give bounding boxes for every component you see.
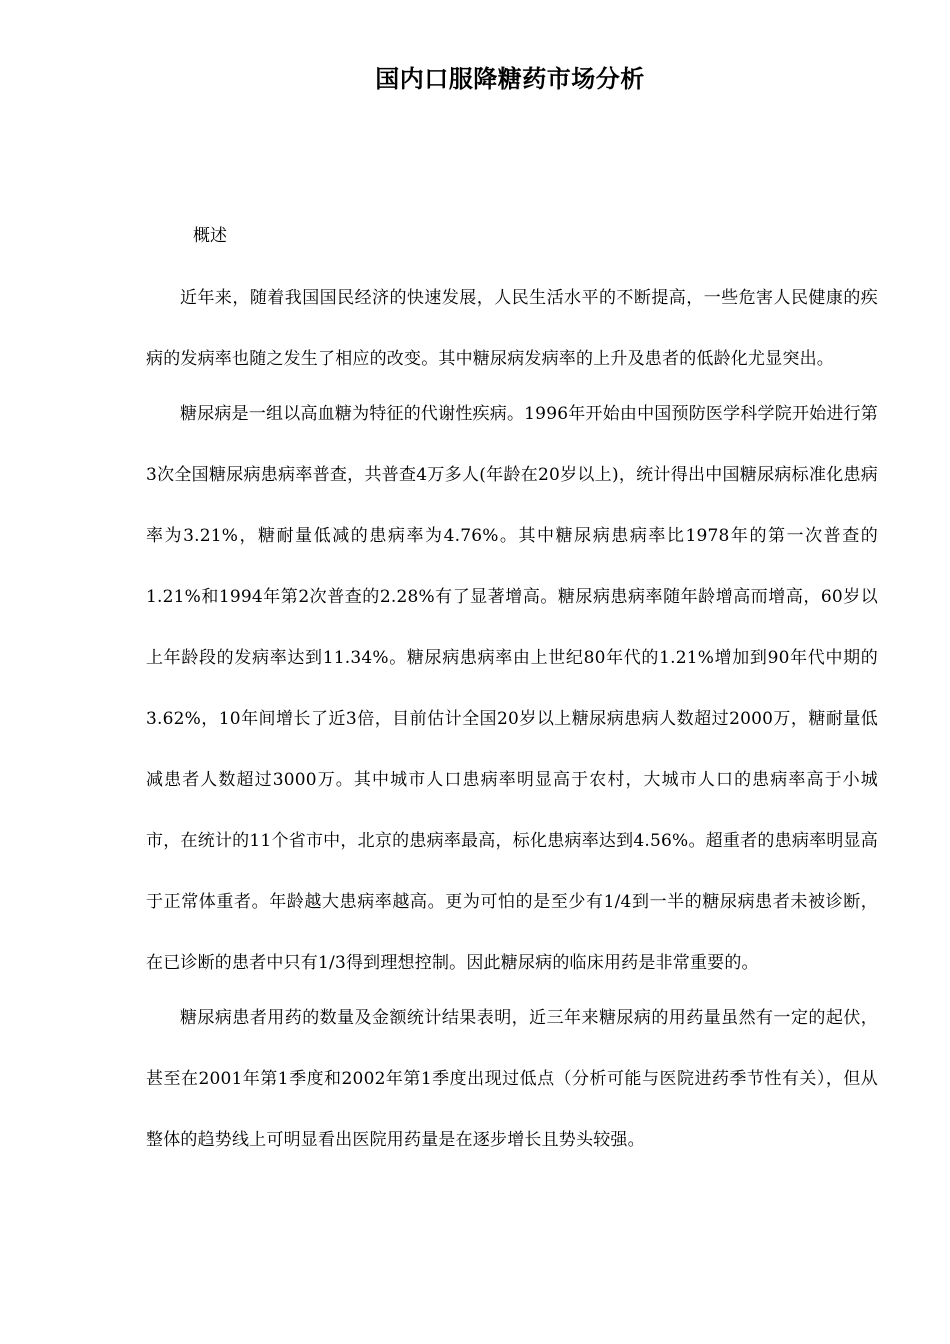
body-text [146,268,878,1171]
paragraph-1: 近年来，随着我国国民经济的快速发展，人民生活水平的不断提高，一些危害人民健康的疾病的发病率也随之发生了相应的改变。其中糖尿病发病率的上升及患者的低龄化尤显突出。 [146,288,878,369]
section-heading: 概述 [193,226,227,246]
paragraph-3: 糖尿病患者用药的数量及金额统计结果表明，近三年来糖尿病的用药量虽然有一定的起伏，甚至在2001年第1季度和2002年第1季度出现过低点（分析可能与医院进药季节性有关），但从整体的趋势线上可明显看出医院用药量是在逐步增长且势头较强。 [146,1008,878,1150]
document-title: 国内口服降糖药市场分析 [375,65,645,93]
paragraph-2: 糖尿病是一组以高血糖为特征的代谢性疾病。1996年开始由中国预防医学科学院开始进行第3次全国糖尿病患病率普查，共普查4万多人(年龄在20岁以上)，统计得出中国糖尿病标准化患病率为3.21%，糖耐量低减的患病率为4.76%。其中糖尿病患病率比1978年的第一次普查的1.21%和1994年第2次普查的2.28%有了显著增高。糖尿病患病率随年龄增高而增高，60岁以上年龄段的发病率达到11.34%。糖尿病患病率由上世纪80年代的1.21%增加到90年代中期的3.62%，10年间增长了近3倍，目前估计全国20岁以上糖尿病患病人数超过2000万，糖耐量低减患者人数超过3000万。其中城市人口患病率明显高于农村，大城市人口的患病率高于小城市，在统计的11个省市中，北京的患病率最高，标化患病率达到4.56%。超重者的患病率明显高于正常体重者。年龄越大患病率越高。更为可怕的是至少有1/4到一半的糖尿病患者未被诊断，在已诊断的患者中只有1/3得到理想控制。因此糖尿病的临床用药是非常重要的。 [146,404,878,973]
